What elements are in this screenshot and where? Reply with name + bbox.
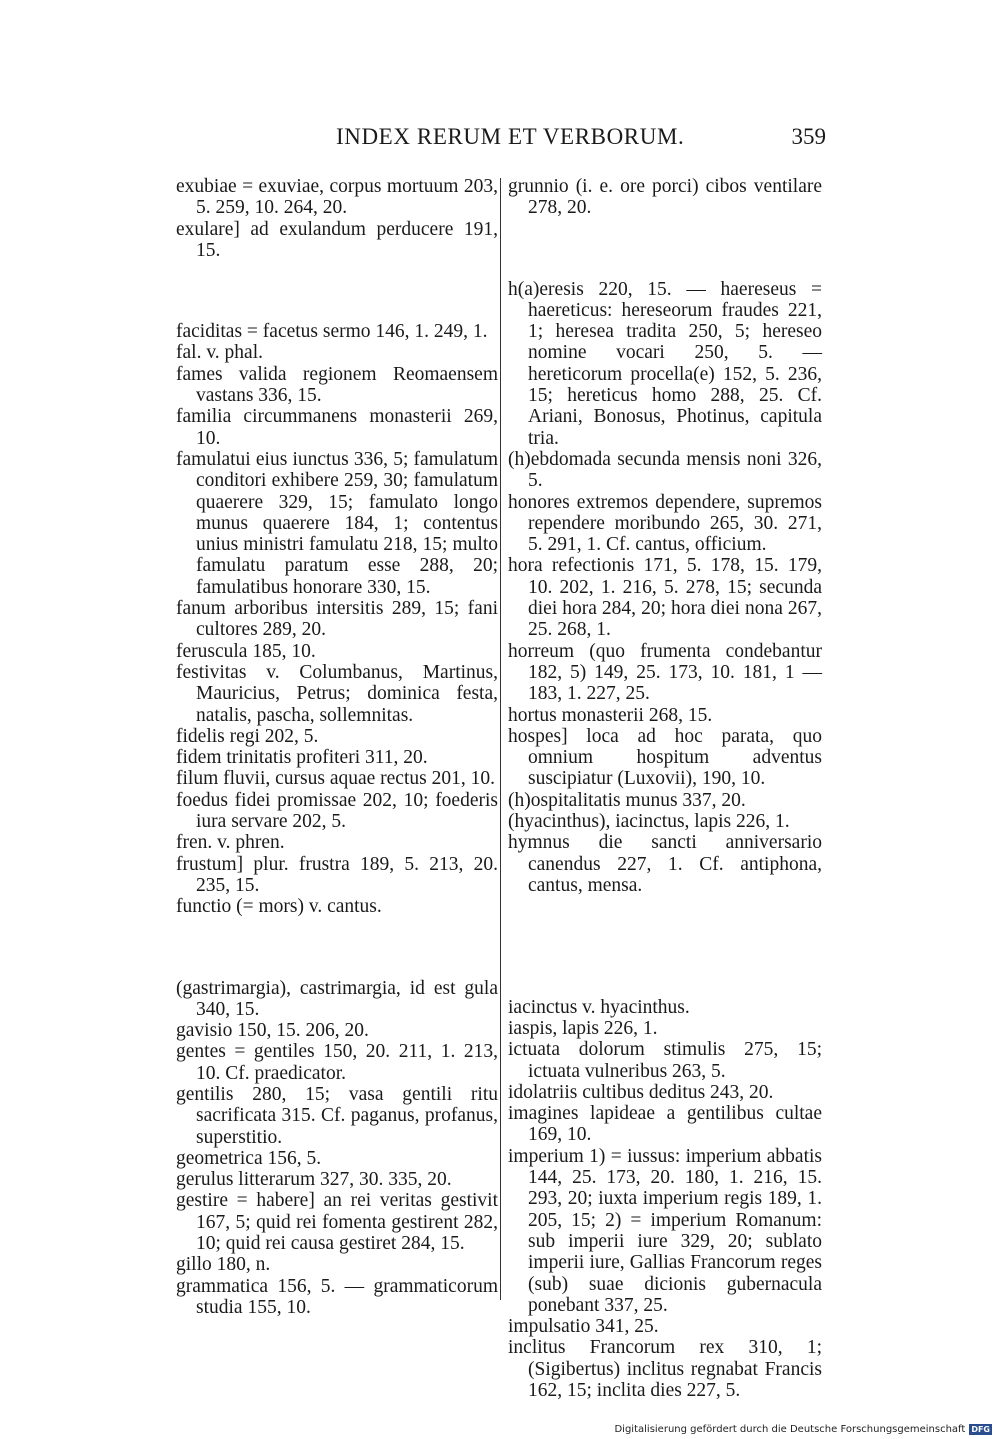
index-entry: fidem trinitatis profiteri 311, 20.: [176, 747, 428, 769]
index-entry: geometrica 156, 5.: [176, 1147, 322, 1169]
entry-gap: [176, 937, 498, 958]
index-entry: exubiae = exuviae, corpus mortuum 203, 5. 259, 10. 264, 20.: [176, 176, 498, 219]
index-entry: inclitus Francorum rex 310, 1; (Sigibertus) inclitus regnabat Francis 162, 15; inclita dies 227, 5.: [508, 1337, 822, 1402]
index-entry: imagines lapideae a gentilibus cultae 169, 10.: [508, 1103, 822, 1146]
index-entry: foedus fidei promissae 202, 10; foederis iura servare 202, 5.: [176, 789, 498, 833]
index-entry: (gastrimargia), castrimargia, id est gula 340, 15.: [176, 977, 498, 1020]
index-entry: iaspis, lapis 226, 1.: [508, 1018, 658, 1039]
index-entry: h(a)eresis 220, 15. — haereseus = haereticus: hereseorum fraudes 221, 1; heresea tradita 250, 5; hereseo nomine vocari 250, 5. — hereticorum procella(e) 152, 5. 236, 15; hereticus homo 288, 25. Cf. Ariani, Bonosus, Photinus, capitula tria.: [508, 278, 822, 449]
index-entry: horreum (quo frumenta condebantur 182, 5) 149, 25. 173, 10. 181, 1 —183, 1. 227, 25.: [508, 640, 822, 705]
index-entry: functio (= mors) v. cantus.: [176, 896, 382, 918]
index-entry: fren. v. phren.: [176, 832, 285, 854]
index-entry: gerulus litterarum 327, 30. 335, 20.: [176, 1169, 452, 1191]
index-entry: feruscula 185, 10.: [176, 640, 316, 662]
index-entry: iacinctus v. hyacinthus.: [508, 996, 690, 1018]
entry-gap: [176, 281, 498, 302]
dfg-logo: DFG: [971, 1425, 990, 1434]
index-entry: gavisio 150, 15. 206, 20.: [176, 1020, 369, 1042]
index-entry: famulatui eius iunctus 336, 5; famulatum conditori exhibere 259, 30; famulatum quaerere 329, 15; famulato longo munus quaerere 184, 1; contentus unius ministri famulatu 218, 15; multo famulatu paratum esse 288, 20; famulatibus honorare 330, 15.: [176, 448, 498, 598]
index-entry: festivitas v. Columbanus, Martinus, Mauricius, Petrus; dominica festa, natalis, pascha, sollemnitas.: [176, 661, 498, 726]
index-column-right: [508, 176, 822, 1401]
entry-gap: [508, 956, 822, 977]
index-entry: (h)ebdomada secunda mensis noni 326, 5.: [508, 448, 822, 492]
page-number: 359: [791, 124, 826, 149]
footer-credit-text: Digitalisierung gefördert durch die Deutsche Forschungsgemeinschaft: [614, 1424, 966, 1435]
entry-gap: [508, 916, 822, 937]
index-entry: fidelis regi 202, 5.: [176, 725, 319, 747]
entry-gap: [508, 238, 822, 259]
index-entry: imperium 1) = iussus: imperium abbatis 144, 25. 173, 20. 180, 1. 216, 15. 293, 20; iuxta imperium regis 189, 1. 205, 15; 2) = imperium Romanum: sub imperii iure 329, 20; sublato imperii iure, Gallias Francorum reges (sub) suae dicionis gubernacula ponebant 337, 25.: [508, 1145, 822, 1316]
index-entry: honores extremos dependere, supremos rependere moribundo 265, 30. 271, 5. 291, 1. Cf. cantus, officium.: [508, 491, 822, 556]
index-entry: gentes = gentiles 150, 20. 211, 1. 213, 10. Cf. praedicator.: [176, 1041, 498, 1084]
index-column-left: [176, 176, 498, 1318]
column-divider: [500, 178, 501, 1300]
index-entry: hora refectionis 171, 5. 178, 15. 179, 10. 202, 1. 216, 5. 278, 15; secunda diei hora 284, 20; hora diei nona 267, 25. 268, 1.: [508, 555, 822, 641]
index-entry: faciditas = facetus sermo 146, 1. 249, 1.: [176, 321, 488, 343]
index-entry: gestire = habere] an rei veritas gestivit 167, 5; quid rei fomenta gestirent 282, 10; quid rei causa gestiret 284, 15.: [176, 1190, 498, 1255]
index-entry: fal. v. phal.: [176, 342, 263, 364]
index-entry: impulsatio 341, 25.: [508, 1316, 659, 1338]
index-entry: familia circummanens monasterii 269, 10.: [176, 406, 498, 449]
running-title: INDEX RERUM ET VERBORUM.: [336, 124, 685, 149]
index-entry: gentilis 280, 15; vasa gentili ritu sacrificata 315. Cf. paganus, profanus, superstitio.: [176, 1083, 498, 1148]
index-entry: gillo 180, n.: [176, 1254, 271, 1276]
index-entry: grammatica 156, 5. — grammaticorum studia 155, 10.: [176, 1275, 498, 1318]
index-entry: (h)ospitalitatis munus 337, 20.: [508, 789, 746, 811]
index-entry: fames valida regionem Reomaensem vastans 336, 15.: [176, 363, 498, 407]
index-entry: filum fluvii, cursus aquae rectus 201, 10.: [176, 768, 495, 790]
index-entry: hospes] loca ad hoc parata, quo omnium hospitum adventus suscipiatur (Luxovii), 190, 10.: [508, 725, 822, 790]
index-entry: (hyacinthus), iacinctus, lapis 226, 1.: [508, 811, 790, 833]
index-entry: fanum arboribus intersitis 289, 15; fani cultores 289, 20.: [176, 598, 498, 641]
index-entry: ictuata dolorum stimulis 275, 15; ictuata vulneribus 263, 5.: [508, 1039, 822, 1082]
index-entry: idolatriis cultibus deditus 243, 20.: [508, 1081, 774, 1103]
index-entry: frustum] plur. frustra 189, 5. 213, 20. 235, 15.: [176, 853, 498, 896]
index-entry: exulare] ad exulandum perducere 191, 15.: [176, 218, 498, 261]
footer-credit: [614, 1424, 992, 1435]
index-entry: hymnus die sancti anniversario canendus 227, 1. Cf. antiphona, cantus, mensa.: [508, 832, 822, 896]
index-entry: grunnio (i. e. ore porci) cibos ventilare 278, 20.: [508, 176, 822, 219]
page-header: [174, 124, 826, 160]
index-entry: hortus monasterii 268, 15.: [508, 704, 713, 726]
